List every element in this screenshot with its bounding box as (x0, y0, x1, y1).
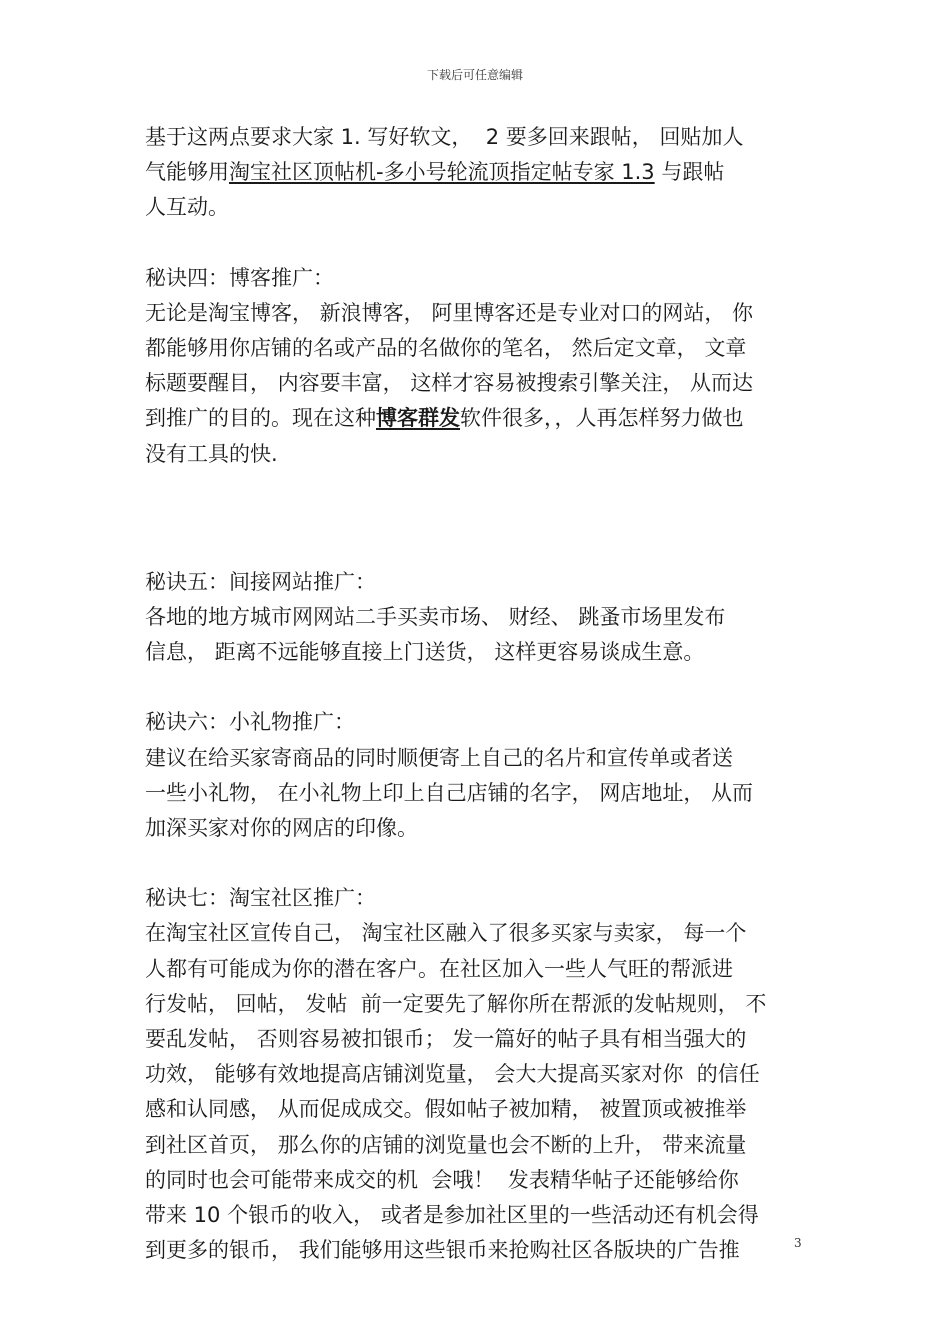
section-4 (145, 261, 810, 472)
page-number: 3 (794, 1236, 802, 1250)
section-5-title: 秘诀五：间接网站推广： (145, 569, 376, 594)
section-7-line-2: 人都有可能成为你的潜在客户。在社区加入一些人气旺的帮派进 (145, 956, 733, 981)
document-body (145, 120, 810, 1268)
section-7-line-3: 行发帖， 回帖， 发帖 前一定要先了解你所在帮派的发帖规则， 不 (145, 991, 767, 1016)
section-4-title: 秘诀四：博客推广： (145, 265, 334, 290)
section-7-line-9: 带来 10 个银币的收入， 或者是参加社区里的一些活动还有机会得 (145, 1203, 759, 1228)
section-4-line-4 (145, 401, 810, 436)
section-5-line-2: 信息， 距离不远能够直接上门送货， 这样更容易谈成生意。 (145, 640, 705, 665)
section-7-title: 秘诀七：淘宝社区推广： (145, 886, 376, 911)
section-5-line-1: 各地的地方城市网网站二手买卖市场、 财经、 跳蚤市场里发布 (145, 605, 726, 630)
intro-line-2 (145, 155, 810, 190)
intro-line-2-text: 气能够用 (145, 160, 229, 185)
intro-paragraph (145, 120, 810, 226)
section-7 (145, 881, 810, 1268)
section-7-line-8: 的同时也会可能带来成交的机 会哦！ 发表精华帖子还能够给你 (145, 1167, 739, 1192)
section-7-line-5: 功效， 能够有效地提高店铺浏览量， 会大大提高买家对你 的信任 (145, 1062, 760, 1087)
section-4-line-1: 无论是淘宝博客， 新浪博客， 阿里博客还是专业对口的网站， 你 (145, 300, 754, 325)
section-7-line-4: 要乱发帖， 否则容易被扣银币； 发一篇好的帖子具有相当强大的 (145, 1027, 747, 1052)
tool-link[interactable]: 淘宝社区顶帖机-多小号轮流顶指定帖专家 1.3 (229, 160, 655, 185)
section-4-line-4-text: 到推广的目的。现在这种 (145, 406, 376, 431)
section-5 (145, 565, 810, 671)
section-7-line-6: 感和认同感， 从而促成成交。假如帖子被加精， 被置顶或被推举 (145, 1097, 747, 1122)
section-4-line-4-tail: 软件很多，，人再怎样努力做也 (460, 406, 744, 431)
section-6-line-2: 一些小礼物， 在小礼物上印上自己店铺的名字， 网店地址， 从而 (145, 780, 754, 805)
section-6-title: 秘诀六：小礼物推广： (145, 710, 355, 735)
section-7-line-1: 在淘宝社区宣传自己， 淘宝社区融入了很多买家与卖家， 每一个 (145, 921, 747, 946)
section-7-line-10: 到更多的银币， 我们能够用这些银币来抢购社区各版块的广告推 (145, 1238, 740, 1263)
intro-line-1: 基于这两点要求大家 1. 写好软文， 2 要多回来跟帖， 回贴加人 (145, 125, 744, 149)
intro-line-3: 人互动。 (145, 195, 229, 220)
section-6 (145, 705, 810, 846)
intro-line-2-tail: 与跟帖 (654, 160, 725, 185)
page-header: 下载后可任意编辑 (426, 68, 523, 82)
section-6-line-3: 加深买家对你的网店的印像。 (145, 816, 418, 841)
section-4-line-3: 标题要醒目， 内容要丰富， 这样才容易被搜索引擎关注， 从而达 (145, 371, 754, 396)
section-7-line-7: 到社区首页， 那么你的店铺的浏览量也会不断的上升， 带来流量 (145, 1132, 747, 1157)
section-4-line-5: 没有工具的快. (145, 441, 278, 466)
section-4-line-2: 都能够用你店铺的名或产品的名做你的笔名， 然后定文章， 文章 (145, 336, 747, 361)
section-6-line-1: 建议在给买家寄商品的同时顺便寄上自己的名片和宣传单或者送 (145, 745, 733, 770)
blog-mass-post-link[interactable]: 博客群发 (376, 406, 460, 431)
